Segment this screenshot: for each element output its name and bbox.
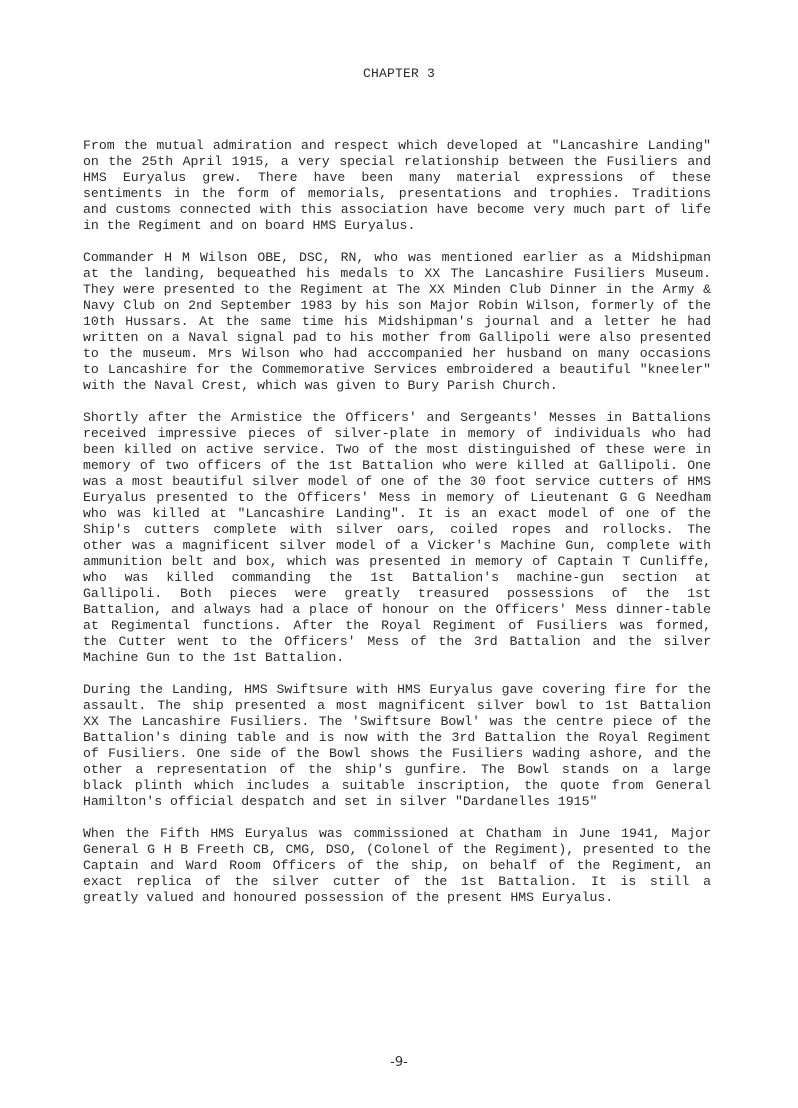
body-text [83,138,711,922]
text-line: greatly valued and honoured possession of the present HMS Euryalus. [83,890,614,905]
text-line: When the Fifth HMS Euryalus was commissioned at Chatham in June 1941, Major [83,826,711,841]
text-line: to Lancashire for the Commemorative Services embroidered a beautiful "kneeler" [83,362,711,377]
text-line: General G H B Freeth CB, CMG, DSO, (Colonel of the Regiment), presented to the [83,842,711,857]
text-line: Shortly after the Armistice the Officers' and Sergeants' Messes in Battalions [83,410,711,425]
paragraph-2 [83,250,711,394]
text-line: exact replica of the silver cutter of the 1st Battalion. It is still a [83,874,711,889]
text-line: Commander H M Wilson OBE, DSC, RN, who was mentioned earlier as a Midshipman [83,250,711,265]
text-line: They were presented to the Regiment at The XX Minden Club Dinner in the Army & [83,282,711,297]
text-line: other a representation of the ship's gunfire. The Bowl stands on a large [83,762,711,777]
text-line: Machine Gun to the 1st Battalion. [83,650,345,665]
text-line: XX The Lancashire Fusiliers. The 'Swiftsure Bowl' was the centre piece of the [83,714,711,729]
text-line: received impressive pieces of silver-plate in memory of individuals who had [83,426,711,441]
text-line: Hamilton's official despatch and set in silver "Dardanelles 1915" [83,794,598,809]
text-line: the Cutter went to the Officers' Mess of the 3rd Battalion and the silver [83,634,711,649]
text-line: at the landing, bequeathed his medals to XX The Lancashire Fusiliers Museum. [83,266,711,281]
text-line: written on a Naval signal pad to his mother from Gallipoli were also presented [83,330,711,345]
text-line: 10th Hussars. At the same time his Midshipman's journal and a letter he had [83,314,711,329]
text-line: Battalion, and always had a place of honour on the Officers' Mess dinner-table [83,602,711,617]
text-line: During the Landing, HMS Swiftsure with HMS Euryalus gave covering fire for the [83,682,711,697]
chapter-heading: CHAPTER 3 [362,66,435,81]
text-line: who was killed commanding the 1st Battalion's machine-gun section at [83,570,711,585]
text-line: Gallipoli. Both pieces were greatly treasured possessions of the 1st [83,586,711,601]
text-line: From the mutual admiration and respect which developed at "Lancashire Landing" [83,138,711,153]
text-line: memory of two officers of the 1st Battalion who were killed at Gallipoli. One [83,458,711,473]
text-line: assault. The ship presented a most magnificent silver bowl to 1st Battalion [83,698,711,713]
text-line: who was killed at "Lancashire Landing". It is an exact model of one of the [83,506,711,521]
paragraph-5 [83,826,711,906]
page-number: -9- [390,1055,408,1070]
text-line: ammunition belt and box, which was presented in memory of Captain T Cunliffe, [83,554,711,569]
text-line: Captain and Ward Room Officers of the ship, on behalf of the Regiment, an [83,858,711,873]
text-line: with the Naval Crest, which was given to Bury Parish Church. [83,378,558,393]
text-line: Ship's cutters complete with silver oars, coiled ropes and rollocks. The [83,522,711,537]
paragraph-3 [83,410,711,666]
text-line: other was a magnificent silver model of a Vicker's Machine Gun, complete with [83,538,711,553]
text-line: sentiments in the form of memorials, presentations and trophies. Traditions [83,186,711,201]
paragraph-1 [83,138,711,234]
text-line: Navy Club on 2nd September 1983 by his son Major Robin Wilson, formerly of the [83,298,711,313]
text-line: black plinth which includes a suitable inscription, the quote from General [83,778,711,793]
text-line: HMS Euryalus grew. There have been many material expressions of these [83,170,711,185]
text-line: of Fusiliers. One side of the Bowl shows the Fusiliers wading ashore, and the [83,746,711,761]
text-line: to the museum. Mrs Wilson who had acccompanied her husband on many occasions [83,346,711,361]
text-line: at Regimental functions. After the Royal Regiment of Fusiliers was formed, [83,618,711,633]
text-line: been killed on active service. Two of the most distinguished of these were in [83,442,711,457]
text-line: Battalion's dining table and is now with the 3rd Battalion the Royal Regiment [83,730,711,745]
text-line: in the Regiment and on board HMS Euryalus. [83,218,416,233]
text-line: Euryalus presented to the Officers' Mess in memory of Lieutenant G G Needham [83,490,711,505]
text-line: was a most beautiful silver model of one of the 30 foot service cutters of HMS [83,474,711,489]
paragraph-4 [83,682,711,810]
text-line: and customs connected with this association have become very much part of life [83,202,711,217]
text-line: on the 25th April 1915, a very special relationship between the Fusiliers and [83,154,711,169]
